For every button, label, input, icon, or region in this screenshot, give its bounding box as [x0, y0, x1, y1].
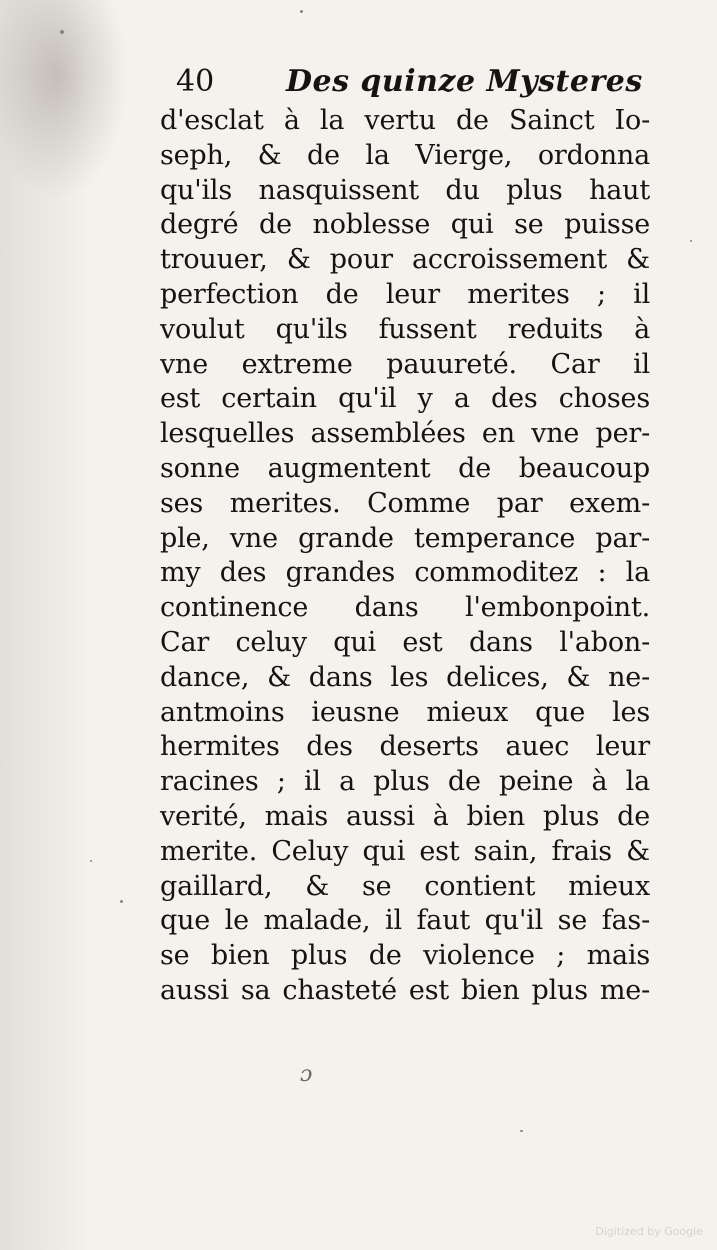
text-line: ses merites. Comme par exem-	[160, 487, 650, 519]
ink-speck	[520, 1130, 523, 1132]
text-line: gaillard, & se contient mieux	[160, 870, 650, 902]
ink-speck	[690, 240, 692, 242]
ink-speck	[120, 900, 123, 903]
text-line: perfection de leur merites ; il	[160, 278, 650, 310]
text-line: voulut qu'ils fussent reduits à	[160, 313, 650, 345]
text-line: antmoins ieusne mieux que les	[160, 696, 650, 728]
text-line: vne extreme pauureté. Car il	[160, 348, 650, 380]
text-line: trouuer, & pour accroissement &	[160, 244, 650, 276]
text-line: d'esclat à la vertu de Sainct Io-	[160, 105, 650, 136]
text-line: hermites des deserts auec leur	[160, 731, 650, 763]
text-line: continence dans l'embonpoint.	[160, 592, 650, 624]
text-line: my des grandes commoditez : la	[160, 557, 650, 589]
text-line: se bien plus de violence ; mais	[160, 940, 650, 972]
text-line: qu'ils nasquissent du plus haut	[160, 174, 650, 206]
scan-watermark: Digitized by Google	[595, 1225, 703, 1238]
text-line: sonne augmentent de beaucoup	[160, 452, 650, 484]
body-text	[160, 104, 650, 1009]
text-line: ple, vne grande temperance par-	[160, 522, 650, 554]
text-line: racines ; il a plus de peine à la	[160, 766, 650, 798]
page-number: 40	[176, 64, 215, 99]
text-line: seph, & de la Vierge, ordonna	[160, 139, 650, 171]
catchword-mark: ɔ	[300, 1062, 313, 1087]
ink-speck	[60, 30, 64, 34]
text-line: dance, & dans les delices, & ne-	[160, 661, 650, 693]
text-line: lesquelles assemblées en vne per-	[160, 418, 650, 450]
text-line: merite. Celuy qui est sain, frais &	[160, 835, 650, 867]
ink-speck	[300, 10, 303, 13]
running-title: Des quinze Mysteres	[286, 64, 643, 99]
text-line: que le malade, il faut qu'il se fas-	[160, 905, 650, 937]
page-header	[176, 62, 643, 102]
ink-speck	[90, 860, 92, 862]
text-line: est certain qu'il y a des choses	[160, 383, 650, 415]
text-line: Car celuy qui est dans l'abon-	[160, 626, 650, 658]
text-line: degré de noblesse qui se puisse	[160, 209, 650, 241]
text-line: aussi sa chasteté est bien plus me-	[160, 974, 650, 1006]
text-line: verité, mais aussi à bien plus de	[160, 800, 650, 832]
